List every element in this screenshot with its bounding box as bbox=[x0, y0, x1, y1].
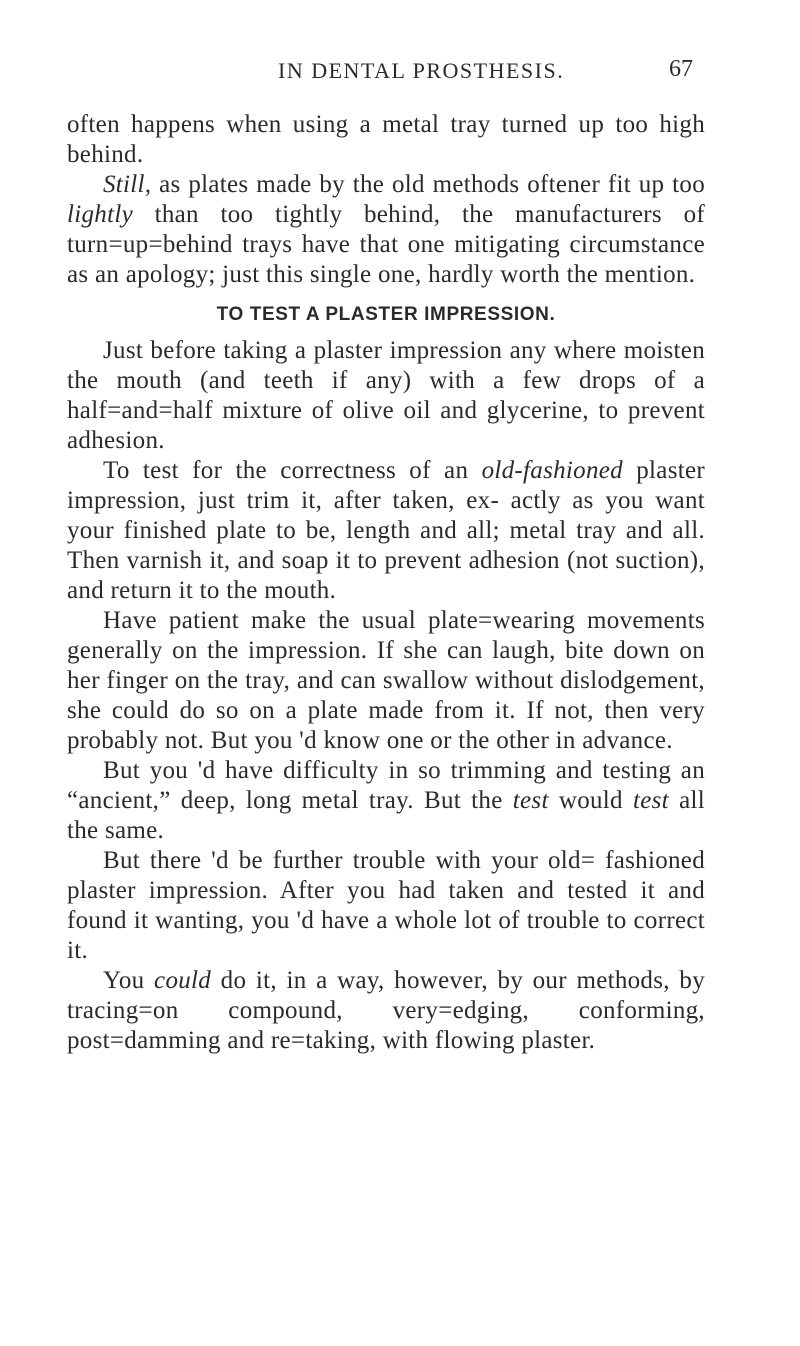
paragraph-8-text-2: do it, in a way, however, by our methods, by tracing=on compound, very=edging, conforming, post=damming and re=taking, with flowing plaster. bbox=[67, 967, 705, 1054]
paragraph-2-italic-still: Still, bbox=[103, 171, 152, 198]
paragraph-6-italic-1: test bbox=[512, 787, 549, 814]
paragraph-4-text-1: To test for the correctness of an bbox=[103, 457, 482, 484]
paragraph-3: Just before taking a plaster impression any where moisten the mouth (and teeth if any) with a few drops of a half=and=half mixture of olive oil and glycerine, to prevent adhesion. bbox=[67, 337, 705, 454]
paragraph-6 bbox=[67, 756, 705, 846]
paragraph-8-text-1: You bbox=[103, 967, 155, 994]
paragraph-8 bbox=[67, 966, 705, 1056]
paragraph-4-italic: old-fashioned bbox=[481, 457, 623, 484]
paragraph-2-text-1: as plates made by the old methods oftener fit up too bbox=[151, 171, 705, 198]
paragraph-5: Have patient make the usual plate=wearing movements generally on the impression. If she can laugh, bite down on her finger on the tray, and can swallow without dislodgement, she could do so on a plate made from it. If not, then very probably not. But you 'd know one or the other in advance. bbox=[67, 607, 705, 754]
paragraph-6-text-3: all the same. bbox=[67, 787, 705, 844]
page-number: 67 bbox=[669, 56, 693, 82]
paragraph-2-text-2: than too tightly behind, the manufacturers of turn=up=behind trays have that one mitigating circumstance as an apology; just this single one, hardly worth the mention. bbox=[67, 201, 705, 288]
page-body bbox=[67, 110, 705, 1056]
paragraph-4 bbox=[67, 456, 705, 606]
running-title: IN DENTAL PROSTHESIS. bbox=[278, 58, 565, 83]
paragraph-6-text-2: would bbox=[548, 787, 634, 814]
section-heading: TO TEST A PLASTER IMPRESSION. bbox=[216, 304, 556, 325]
paragraph-6-italic-2: test bbox=[633, 787, 669, 814]
paragraph-7: But there 'd be further trouble with your old= fashioned plaster impression. After you had taken and tested it and found it wanting, you 'd have a whole lot of trouble to correct it. bbox=[67, 847, 705, 964]
running-head bbox=[0, 48, 800, 88]
paragraph-8-italic: could bbox=[154, 967, 212, 994]
paragraph-2-italic-lightly: lightly bbox=[67, 201, 133, 228]
paragraph-1: often happens when using a metal tray turned up too high behind. bbox=[67, 111, 705, 168]
paragraph-6-text-1: But you 'd have difficulty in so trimming and testing an “ancient,” deep, long metal tray. But the bbox=[67, 757, 705, 814]
paragraph-4-text-2: plaster impression, just trim it, after taken, ex- actly as you want your finished plate to be, length and all; metal tray and all. Then varnish it, and soap it to prevent adhesion (not suction), and return it to the mouth. bbox=[67, 457, 705, 604]
paragraph-2 bbox=[67, 170, 705, 290]
